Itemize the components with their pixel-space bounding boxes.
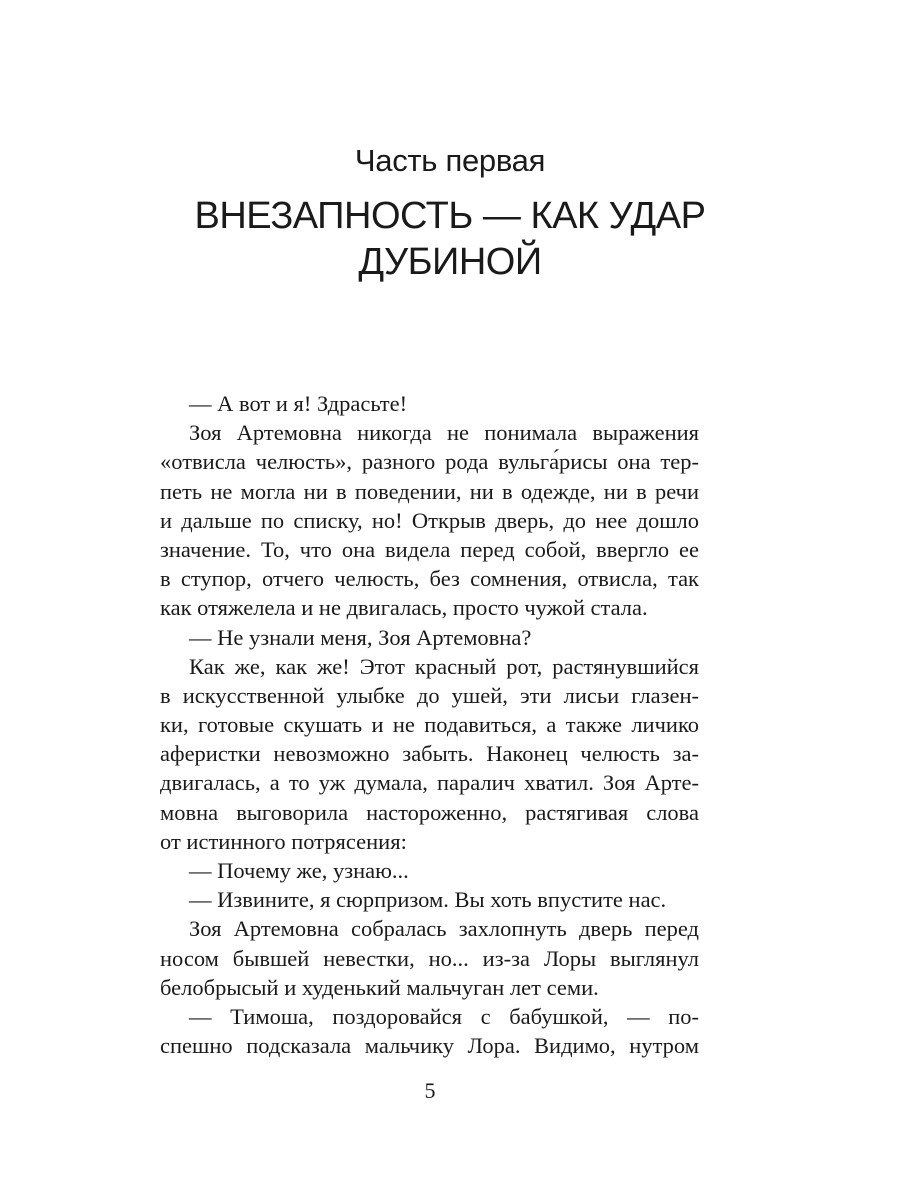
part-label: Часть первая: [354, 143, 546, 178]
text-line: Зоя Артемовна никогда не понимала выражения: [189, 420, 699, 446]
text-line: — Тимоша, поздоровайся с бабушкой, — по-: [189, 1003, 699, 1029]
chapter-title-line: ВНЕЗАПНОСТЬ — КАК УДАР: [194, 195, 706, 237]
text-line: петь не могла ни в поведении, ни в одежде, ни в речи: [160, 478, 699, 504]
text-line: от истинного потрясения:: [160, 828, 407, 854]
text-line: белобрысый и худенький мальчуган лет семи.: [160, 974, 599, 1000]
text-line: «отвисла челюсть», разного рода вульга́рисы она тер-: [160, 449, 699, 475]
text-line: Как же, как же! Этот красный рот, растянувшийся: [189, 653, 699, 679]
text-line: двигалась, а то уж думала, паралич хватил. Зоя Арте-: [160, 770, 699, 796]
text-line: как отяжелела и не двигалась, просто чужой стала.: [160, 595, 648, 621]
text-line: аферистки невозможно забыть. Наконец челюсть за-: [160, 741, 699, 767]
text-line: спешно подсказала мальчику Лора. Видимо, нутром: [160, 1033, 699, 1059]
text-line: — Почему же, узнаю...: [189, 858, 409, 883]
body-text: [160, 389, 699, 1060]
text-line: в ступор, отчего челюсть, без сомнения, отвисла, так: [160, 566, 699, 592]
text-line: — А вот и я! Здрасьте!: [189, 391, 408, 416]
chapter-title: [0, 193, 900, 285]
text-line: носом бывшей невестки, но... из-за Лоры выглянул: [160, 945, 699, 971]
text-line: в искусственной улыбке до ушей, эти лисьи глазен-: [160, 682, 699, 708]
text-line: — Не узнали меня, Зоя Артемовна?: [189, 624, 532, 650]
text-line: и дальше по списку, но! Открыв дверь, до нее дошло: [160, 507, 699, 533]
text-line: значение. То, что она видела перед собой, ввергло ее: [160, 536, 699, 562]
text-line: ки, готовые скушать и не подавиться, а также личико: [160, 712, 699, 738]
text-line: — Извините, я сюрпризом. Вы хоть впустите нас.: [189, 887, 667, 913]
chapter-title-line: ДУБИНОЙ: [358, 241, 542, 283]
page-number: 5: [424, 1078, 436, 1103]
text-line: мовна выговорила настороженно, растягивая слова: [160, 799, 699, 825]
text-line: Зоя Артемовна собралась захлопнуть дверь перед: [189, 916, 699, 942]
